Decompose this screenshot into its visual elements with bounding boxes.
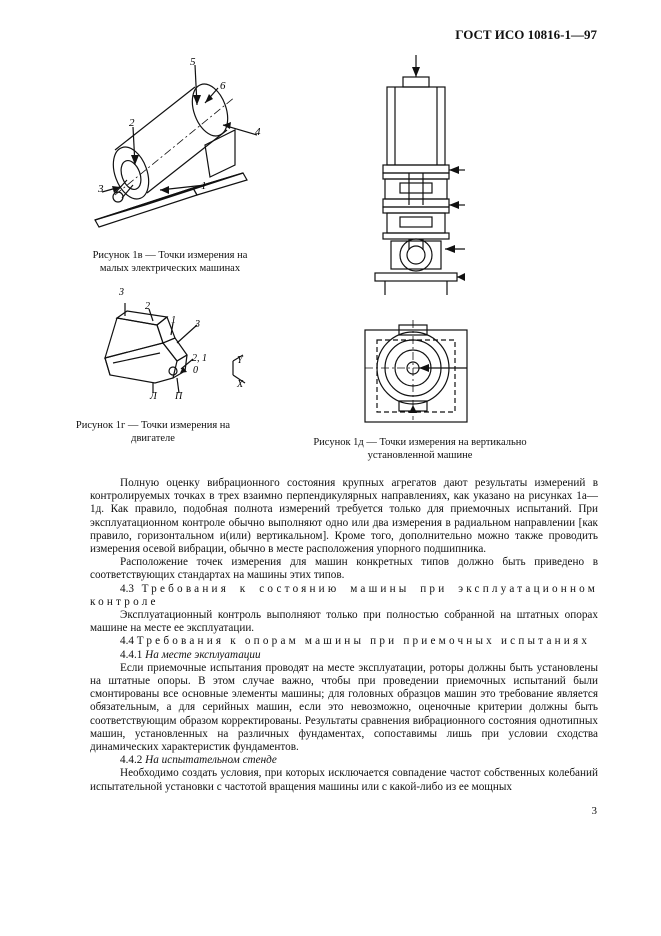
fig1v-label-2: 2	[129, 117, 135, 129]
figure-1d-drawing	[355, 55, 485, 425]
figure-1g-caption: Рисунок 1г — Точки измерения на двигателе	[75, 420, 231, 444]
paragraph-3: Эксплуатационный контроль выполняют только при полностью собранной на штатных опорах машине на месте ее эксплуатации.	[90, 609, 598, 635]
document-header: ГОСТ ИСО 10816-1—97	[455, 27, 597, 42]
figure-1d-caption: Рисунок 1д — Точки измерения на вертикально установленной машине	[313, 437, 527, 461]
fig1g-label-y: Y	[237, 355, 243, 366]
fig1g-label-0: 0	[193, 365, 198, 376]
section-4-4-1-heading: 4.4.1 На месте эксплуатации	[120, 648, 261, 661]
fig1v-label-4: 4	[255, 126, 261, 138]
fig1g-label-2-1: 2, 1	[192, 353, 207, 364]
fig1g-label-3a: 3	[119, 287, 124, 298]
body-text	[90, 477, 598, 794]
fig1v-label-5: 5	[190, 56, 196, 68]
fig1g-label-p: П	[175, 391, 183, 402]
fig1v-label-3: 3	[98, 183, 104, 195]
figure-1g-drawing	[95, 283, 255, 413]
figure-1v-caption: Рисунок 1в — Точки измерения на малых электрических машинах	[92, 250, 248, 274]
paragraph-5: Необходимо создать условия, при которых исключается совпадение частот собственных колебаний испытательной установки с частотой вращения машины или с какой-либо из ее мощных	[90, 767, 598, 793]
paragraph-4: Если приемочные испытания проводят на месте эксплуатации, роторы должны быть установлены на штатные опоры. В этом случае важно, чтобы при проведении приемочных испытаний были смонтированы все основные элементы машины; для головных образцов машин это требование является обязательным, а для серийных машин, если это невозможно, оценочные критерии должны быть соответствующим образом корректированы. Результаты сравнения вибрационного состояния однотипных машин, установленных на различных фундаментах, сопоставимы лишь при условии сходства динамических характеристик фундаментов.	[90, 661, 598, 754]
section-4-3-heading: 4.3 Требования к состоянию машины при эксплуатационном контроле	[90, 582, 599, 608]
section-4-4-heading: 4.4 Требования к опорам машины при приемочных испытаниях	[120, 635, 591, 648]
paragraph-1: Полную оценку вибрационного состояния крупных агрегатов дают результаты измерений в контролируемых точках в трех взаимно перпендикулярных направлениях, как указано на рисунках 1а—1д. Как правило, подобная полнота измерений требуется только для приемочных испытаний. При эксплуатационном контроле обычно выполняют одно или два измерения в радиальном направлении [как правило, горизонтальном и(или) вертикальном]. Кроме того, дополнительно можно также проводить измерения осевой вибрации, обычно в месте расположения упорного подшипника.	[90, 477, 598, 556]
fig1g-label-x: X	[237, 379, 244, 390]
paragraph-2: Расположение точек измерения для машин конкретных типов должно быть приведено в соответствующих стандартах на машины этих типов.	[90, 556, 598, 582]
fig1v-label-6: 6	[220, 80, 226, 92]
fig1g-label-3b: 3	[195, 319, 200, 330]
fig1g-label-1: 1	[171, 315, 176, 326]
fig1g-label-l: Л	[150, 391, 157, 402]
page-number: 3	[591, 805, 597, 817]
figure-1v-drawing	[85, 55, 275, 235]
fig1v-label-1: 1	[201, 180, 207, 192]
fig1g-label-2: 2	[145, 301, 150, 312]
section-4-4-2-heading: 4.4.2 На испытательном стенде	[120, 754, 277, 767]
